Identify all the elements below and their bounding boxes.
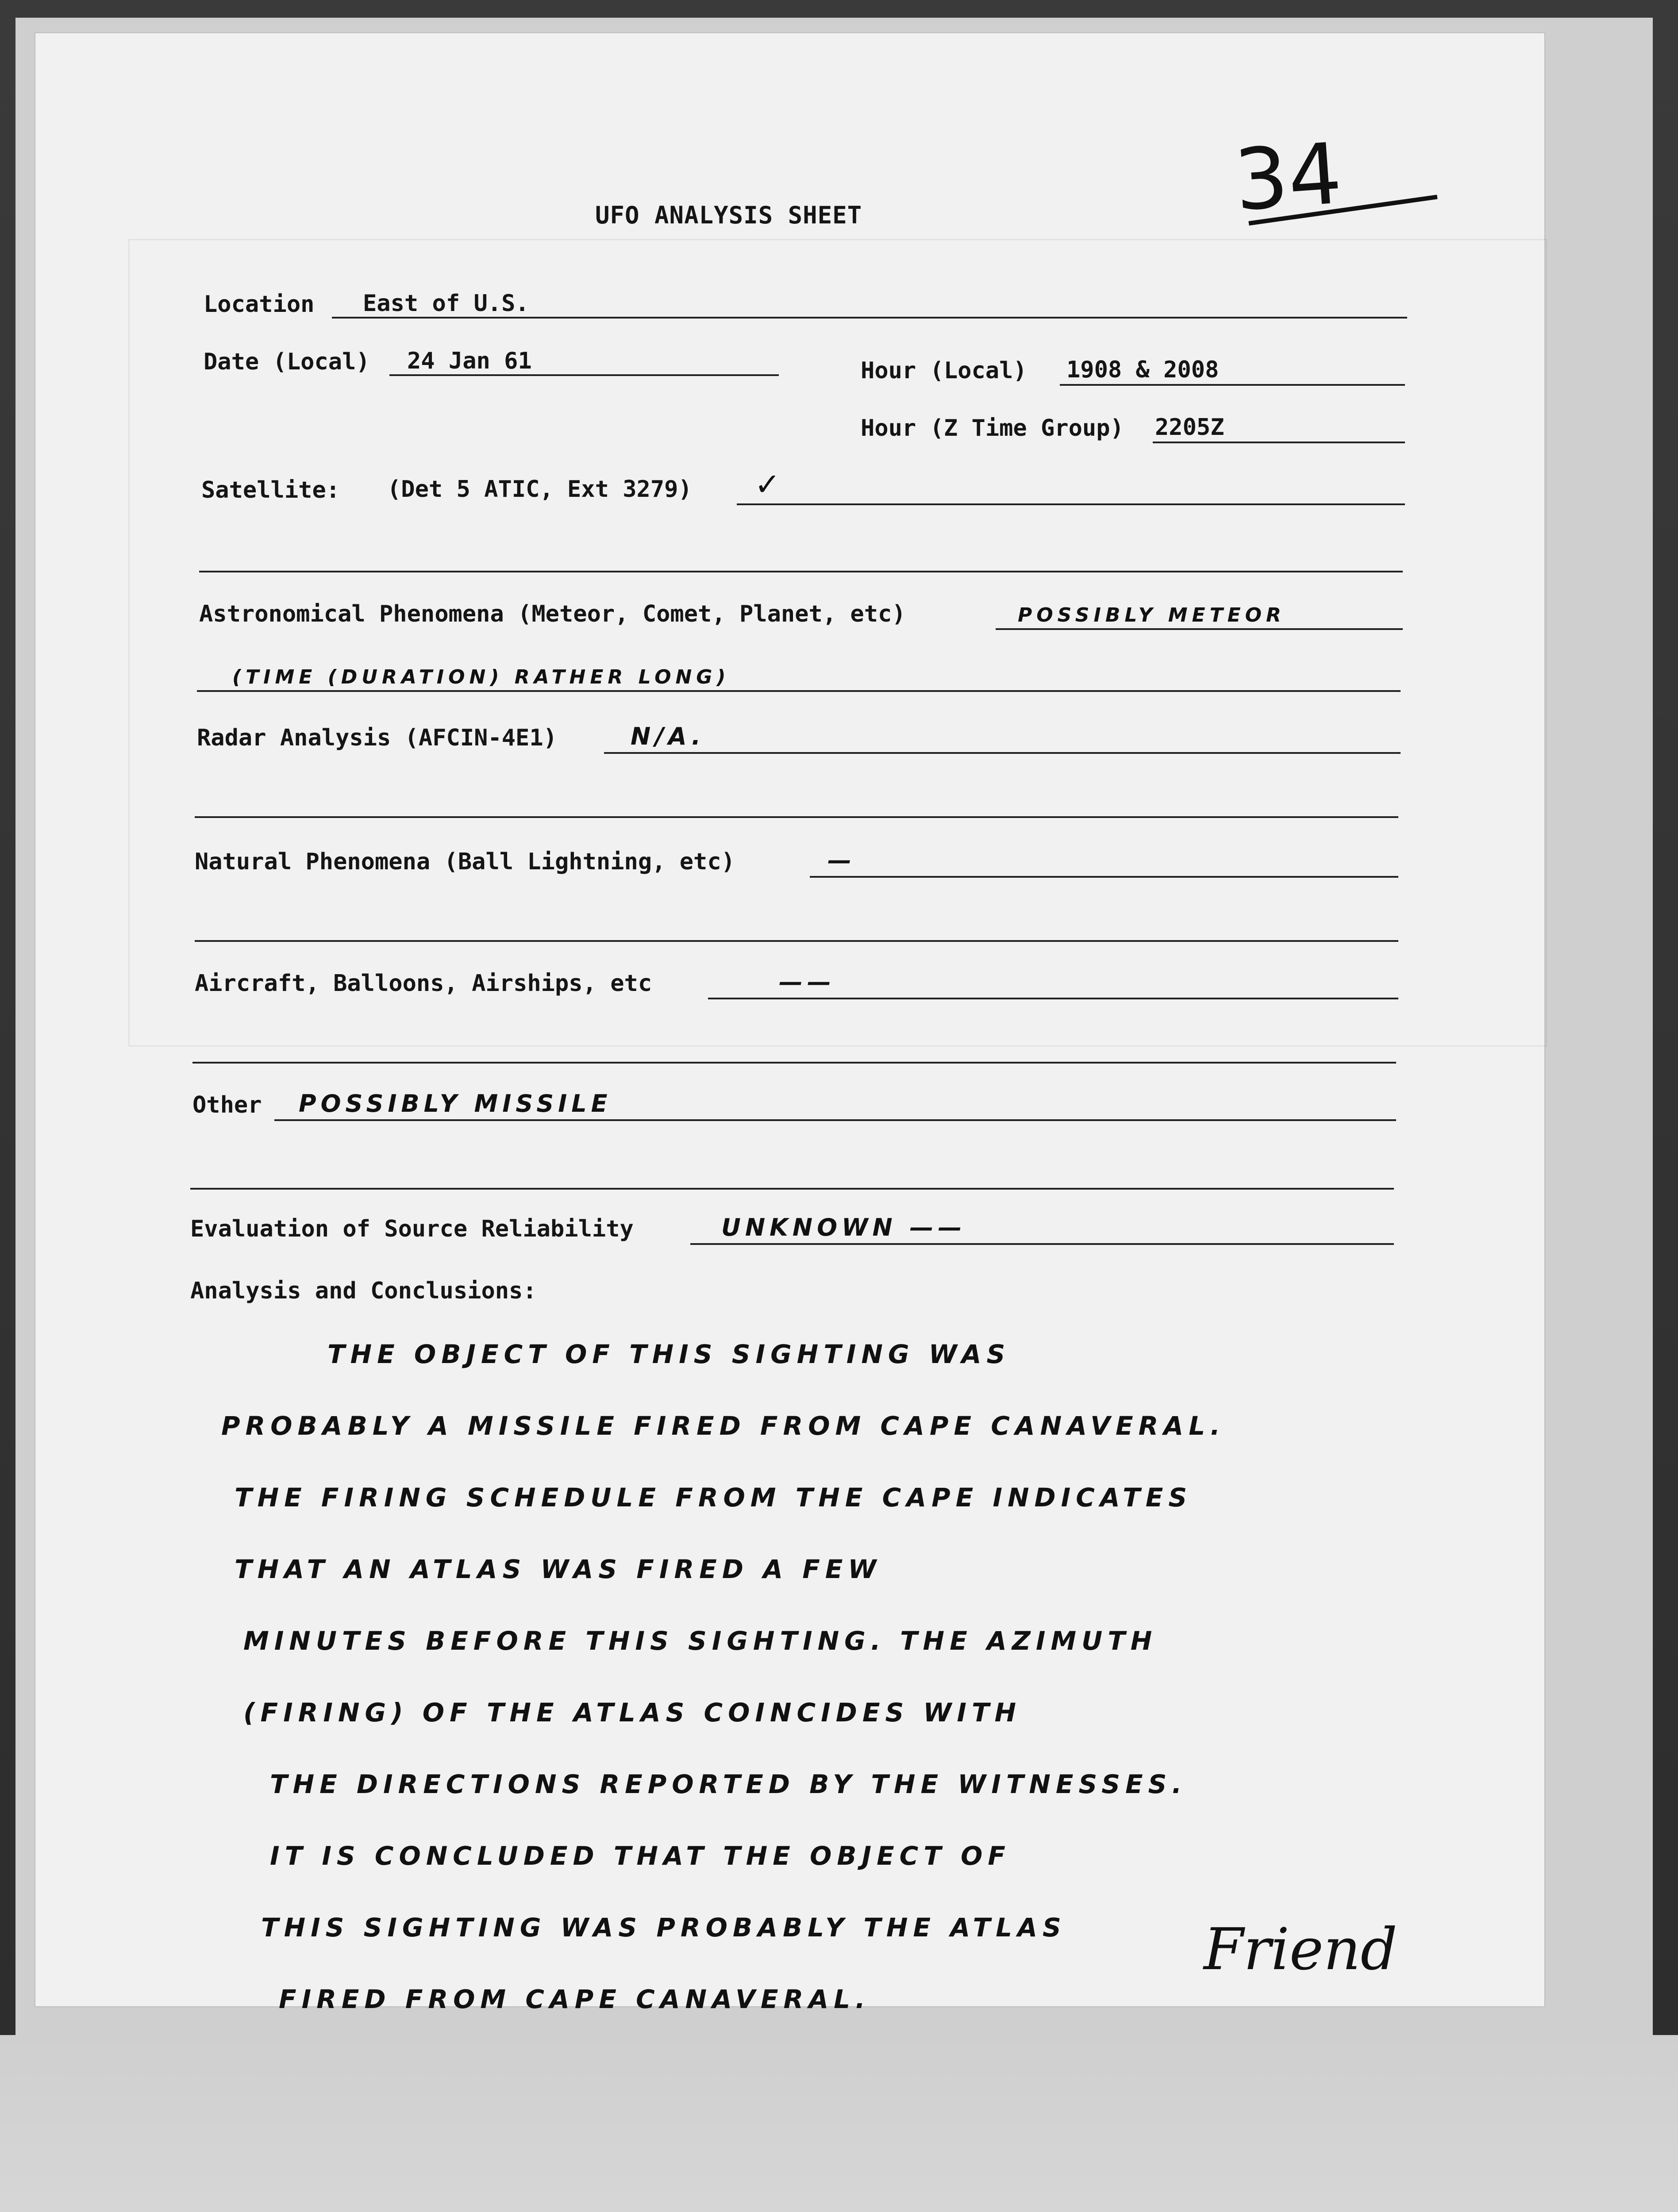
satellite-value: (Det 5 ATIC, Ext 3279) <box>387 476 692 503</box>
sheet-title: UFO ANALYSIS SHEET <box>595 201 862 229</box>
astronomical-value-2: (TIME (DURATION) RATHER LONG) <box>232 666 730 688</box>
aircraft-label: Aircraft, Balloons, Airships, etc <box>195 970 652 997</box>
reliability-row <box>190 1208 1394 1248</box>
natural-label: Natural Phenomena (Ball Lightning, etc) <box>195 849 735 875</box>
location-row <box>204 283 1407 323</box>
radar-line <box>604 752 1401 754</box>
other-value: POSSIBLY MISSILE <box>299 1090 612 1118</box>
satellite-row <box>201 466 1405 509</box>
radar-value: N/A. <box>631 722 705 750</box>
satellite-line <box>737 503 1405 505</box>
hour-z-line <box>1153 442 1405 443</box>
conclusion-line: MINUTES BEFORE THIS SIGHTING. THE AZIMUTH <box>243 1626 1158 1656</box>
date-label: Date (Local) <box>204 349 370 375</box>
radar-label: Radar Analysis (AFCIN-4E1) <box>197 725 557 751</box>
analysis-label: Analysis and Conclusions: <box>190 1278 537 1304</box>
natural-value: — <box>827 846 856 874</box>
hour-z-row <box>861 407 1405 447</box>
natural-line <box>810 876 1398 878</box>
location-line <box>332 317 1407 319</box>
hour-local-label: Hour (Local) <box>861 357 1027 384</box>
natural-blank-line <box>195 940 1398 942</box>
radar-blank-line <box>195 816 1398 818</box>
reliability-line <box>690 1243 1394 1245</box>
hour-z-value: 2205Z <box>1155 414 1224 441</box>
conclusion-line: THE FIRING SCHEDULE FROM THE CAPE INDICATES <box>235 1482 1193 1513</box>
astronomical-line-2 <box>197 690 1401 692</box>
conclusion-line: THE DIRECTIONS REPORTED BY THE WITNESSES. <box>270 1769 1187 1799</box>
astronomical-row <box>199 593 1403 633</box>
date-value: 24 Jan 61 <box>407 348 532 374</box>
hour-z-label: Hour (Z Time Group) <box>861 415 1124 442</box>
page-number: 34 <box>1231 124 1345 230</box>
astronomical-row-2 <box>197 655 1401 695</box>
location-value: East of U.S. <box>363 290 529 317</box>
radar-row <box>197 717 1401 757</box>
date-row <box>204 341 779 380</box>
conclusion-line: IT IS CONCLUDED THAT THE OBJECT OF <box>270 1841 1011 1871</box>
location-label: Location <box>204 291 315 318</box>
aircraft-value: —— <box>779 968 835 996</box>
reliability-label: Evaluation of Source Reliability <box>190 1216 634 1242</box>
other-label: Other <box>192 1092 262 1118</box>
date-line <box>389 374 779 376</box>
signature: Friend <box>1204 1916 1397 1983</box>
aircraft-row <box>195 962 1398 1002</box>
astronomical-value: POSSIBLY METEOR <box>1018 604 1285 626</box>
other-blank-line <box>190 1188 1394 1190</box>
astronomical-label: Astronomical Phenomena (Meteor, Comet, Planet, etc) <box>199 601 906 627</box>
hour-local-row <box>861 349 1405 389</box>
conclusion-line: PROBABLY A MISSILE FIRED FROM CAPE CANAVERAL. <box>221 1411 1226 1441</box>
conclusion-line: THE OBJECT OF THIS SIGHTING WAS <box>327 1339 1011 1369</box>
other-row <box>192 1084 1396 1124</box>
conclusion-line: FIRED FROM CAPE CANAVERAL. <box>279 1984 871 2014</box>
conclusion-line: THAT AN ATLAS WAS FIRED A FEW <box>235 1554 882 1584</box>
aircraft-line <box>708 998 1398 999</box>
hour-local-value: 1908 & 2008 <box>1066 357 1219 383</box>
analysis-row <box>190 1270 721 1310</box>
conclusion-line: THIS SIGHTING WAS PROBABLY THE ATLAS <box>261 1912 1066 1943</box>
natural-row <box>195 841 1398 880</box>
satellite-label: Satellite: <box>201 477 340 503</box>
hour-local-line <box>1060 384 1405 386</box>
satellite-blank-line <box>199 571 1403 572</box>
conclusion-line: (FIRING) OF THE ATLAS COINCIDES WITH <box>243 1697 1022 1728</box>
reliability-value: UNKNOWN —— <box>721 1214 966 1241</box>
other-line <box>274 1119 1396 1121</box>
checkmark-icon: ✓ <box>754 466 785 503</box>
scanner-bed-lower-area <box>0 2035 1678 2212</box>
astronomical-line <box>996 628 1403 630</box>
aircraft-blank-line <box>192 1062 1396 1064</box>
